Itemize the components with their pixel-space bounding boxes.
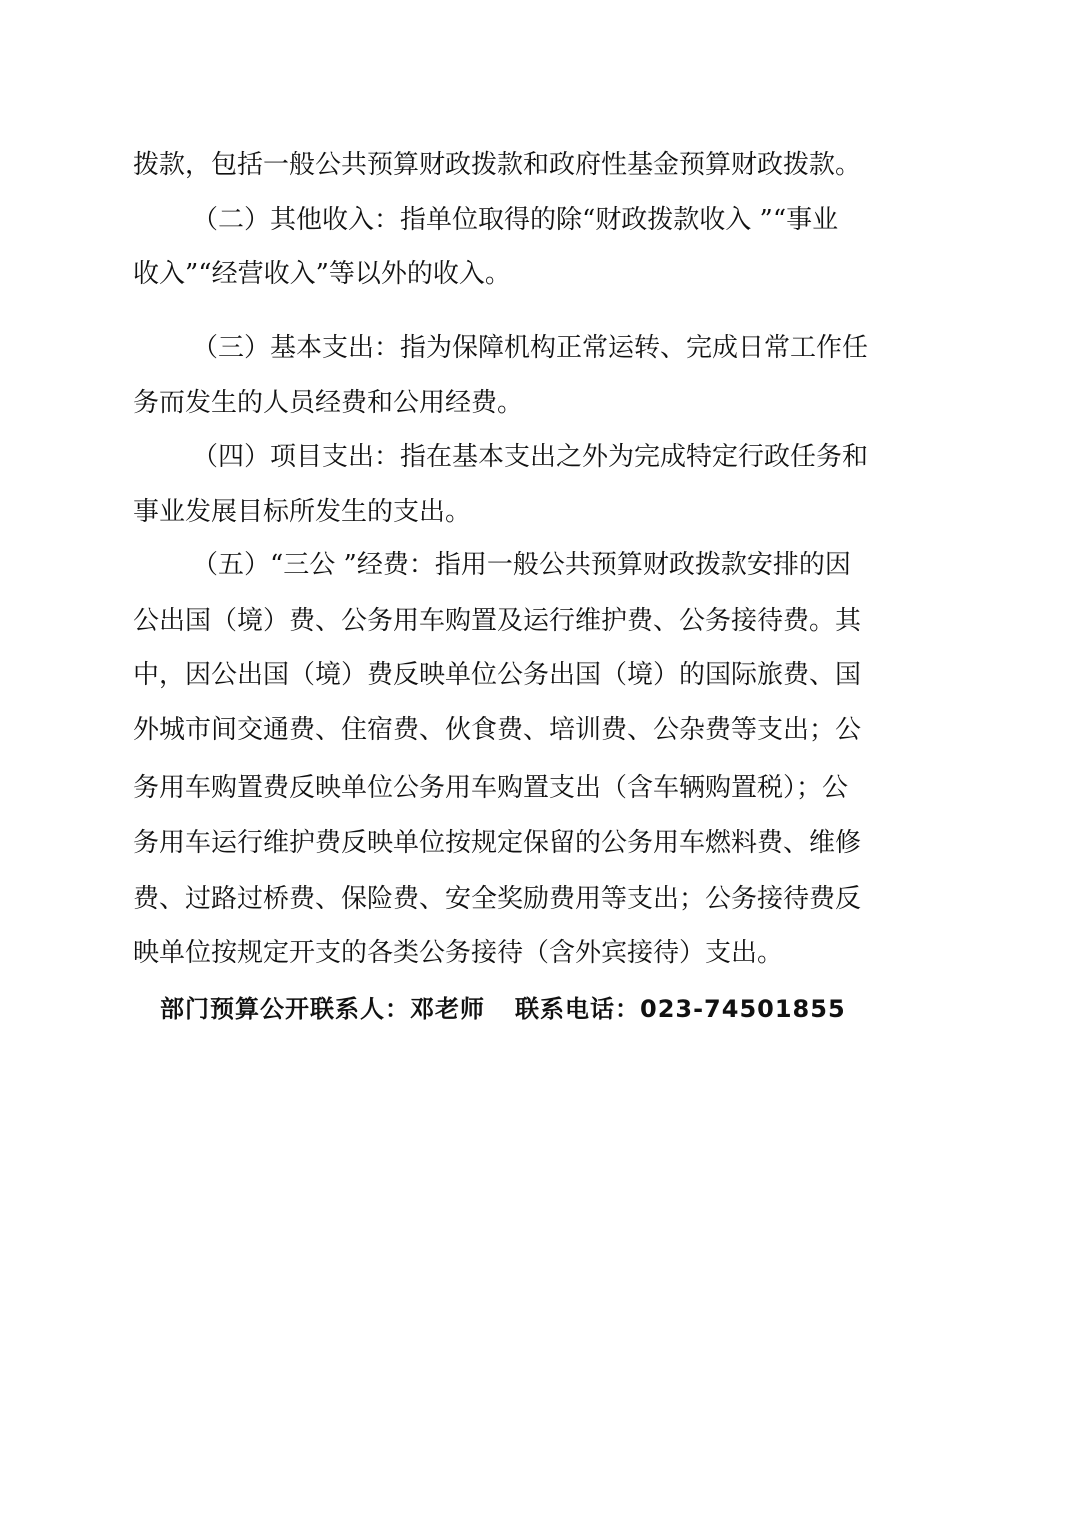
contact-info <box>160 993 950 1025</box>
paragraph-line: 事业发展目标所发生的支出。 <box>133 497 472 527</box>
paragraph-line: 外城市间交通费、住宿费、伙食费、培训费、公杂费等支出；公 <box>133 715 862 745</box>
paragraph-line: 拨款，包括一般公共预算财政拨款和政府性基金预算财政拨款。 <box>133 150 862 180</box>
paragraph-line: （四）项目支出：指在基本支出之外为完成特定行政任务和 <box>192 442 869 472</box>
paragraph-line: （五）“三公 ”经费：指用一般公共预算财政拨款安排的因 <box>192 550 851 580</box>
paragraph-line: （三）基本支出：指为保障机构正常运转、完成日常工作任 <box>192 333 869 363</box>
paragraph-line: 中，因公出国（境）费反映单位公务出国（境）的国际旅费、国 <box>133 660 862 690</box>
paragraph-line: 收入”“经营收入”等以外的收入。 <box>133 259 511 289</box>
paragraph-line: 务用车购置费反映单位公务用车购置支出（含车辆购置税）；公 <box>133 773 849 803</box>
contact-person: 部门预算公开联系人：邓老师 <box>160 995 485 1023</box>
paragraph-line: 映单位按规定开支的各类公务接待（含外宾接待）支出。 <box>133 938 784 968</box>
paragraph-line: （二）其他收入：指单位取得的除“财政拨款收入 ”“事业 <box>192 205 839 235</box>
contact-phone: 联系电话：023-74501855 <box>515 995 846 1023</box>
paragraph-line: 务而发生的人员经费和公用经费。 <box>133 388 524 418</box>
paragraph-line: 公出国（境）费、公务用车购置及运行维护费、公务接待费。其 <box>133 606 862 636</box>
paragraph-line: 费、过路过桥费、保险费、安全奖励费用等支出；公务接待费反 <box>133 884 862 914</box>
paragraph-line: 务用车运行维护费反映单位按规定保留的公务用车燃料费、维修 <box>133 828 862 858</box>
